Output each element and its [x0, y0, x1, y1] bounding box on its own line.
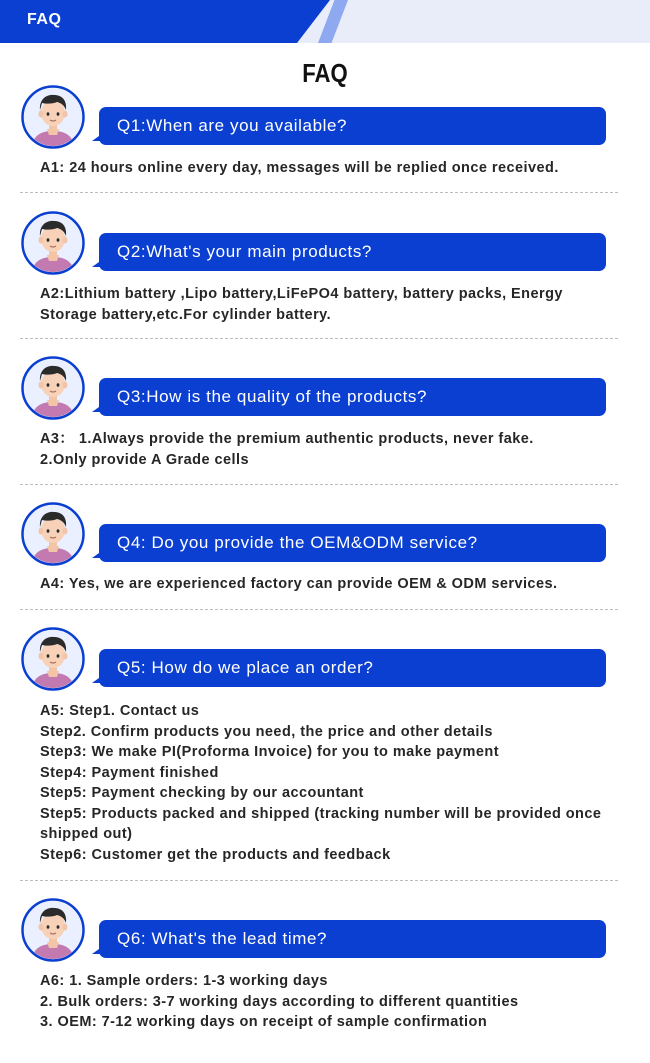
divider [20, 484, 618, 485]
avatar-icon [21, 356, 85, 420]
question-bar [99, 233, 606, 271]
question-text: Q1:When are you available? [117, 116, 348, 135]
question-bar [99, 649, 606, 687]
answer-line: A1: 24 hours online every day, messages will be replied once received. [40, 160, 559, 176]
question-bar [99, 920, 606, 958]
divider [20, 338, 618, 339]
answer-text [40, 284, 620, 325]
avatar-icon [21, 627, 85, 691]
answer-line: Step5: Products packed and shipped (tracking number will be provided once shipped out) [40, 805, 602, 842]
divider [20, 880, 618, 881]
avatar-icon [21, 898, 85, 962]
header-tab-label: FAQ [27, 11, 62, 28]
divider [20, 609, 618, 610]
avatar-icon [21, 502, 85, 566]
answer-line: A3： 1.Always provide the premium authentic products, never fake. [40, 431, 534, 447]
question-text: Q3:How is the quality of the products? [117, 387, 428, 406]
answer-line: 2.Only provide A Grade cells [40, 451, 249, 468]
answer-text [40, 701, 620, 865]
answer-line: Step2. Confirm products you need, the price and other details [40, 723, 493, 740]
question-text: Q2:What's your main products? [117, 242, 372, 261]
answer-line: Step6: Customer get the products and feedback [40, 846, 391, 863]
question-text: Q4: Do you provide the OEM&ODM service? [117, 533, 478, 552]
answer-line: A4: Yes, we are experienced factory can provide OEM & ODM services. [40, 576, 558, 592]
answer-line: 2. Bulk orders: 3-7 working days according to different quantities [40, 993, 519, 1010]
answer-line: 3. OEM: 7-12 working days on receipt of sample confirmation [40, 1014, 488, 1030]
divider [20, 192, 618, 193]
answer-text [40, 429, 620, 470]
answer-text [40, 971, 620, 1033]
answer-text [40, 158, 620, 179]
question-bar [99, 378, 606, 416]
question-text: Q5: How do we place an order? [117, 658, 374, 677]
answer-line: Step3: We make PI(Proforma Invoice) for you to make payment [40, 744, 499, 760]
avatar-icon [21, 85, 85, 149]
answer-line: Step5: Payment checking by our accountant [40, 785, 364, 801]
question-text: Q6: What's the lead time? [117, 929, 328, 948]
answer-line: A6: 1. Sample orders: 1-3 working days [40, 973, 328, 989]
answer-text [40, 574, 620, 595]
question-bar [99, 524, 606, 562]
answer-line: Step4: Payment finished [40, 764, 219, 781]
answer-line: A5: Step1. Contact us [40, 703, 200, 719]
question-bar [99, 107, 606, 145]
avatar-icon [21, 211, 85, 275]
answer-line: A2:Lithium battery ,Lipo battery,LiFePO4 battery, battery packs, Energy Storage battery,etc.For cylinder battery. [40, 286, 563, 323]
page-title: FAQ [302, 58, 348, 88]
